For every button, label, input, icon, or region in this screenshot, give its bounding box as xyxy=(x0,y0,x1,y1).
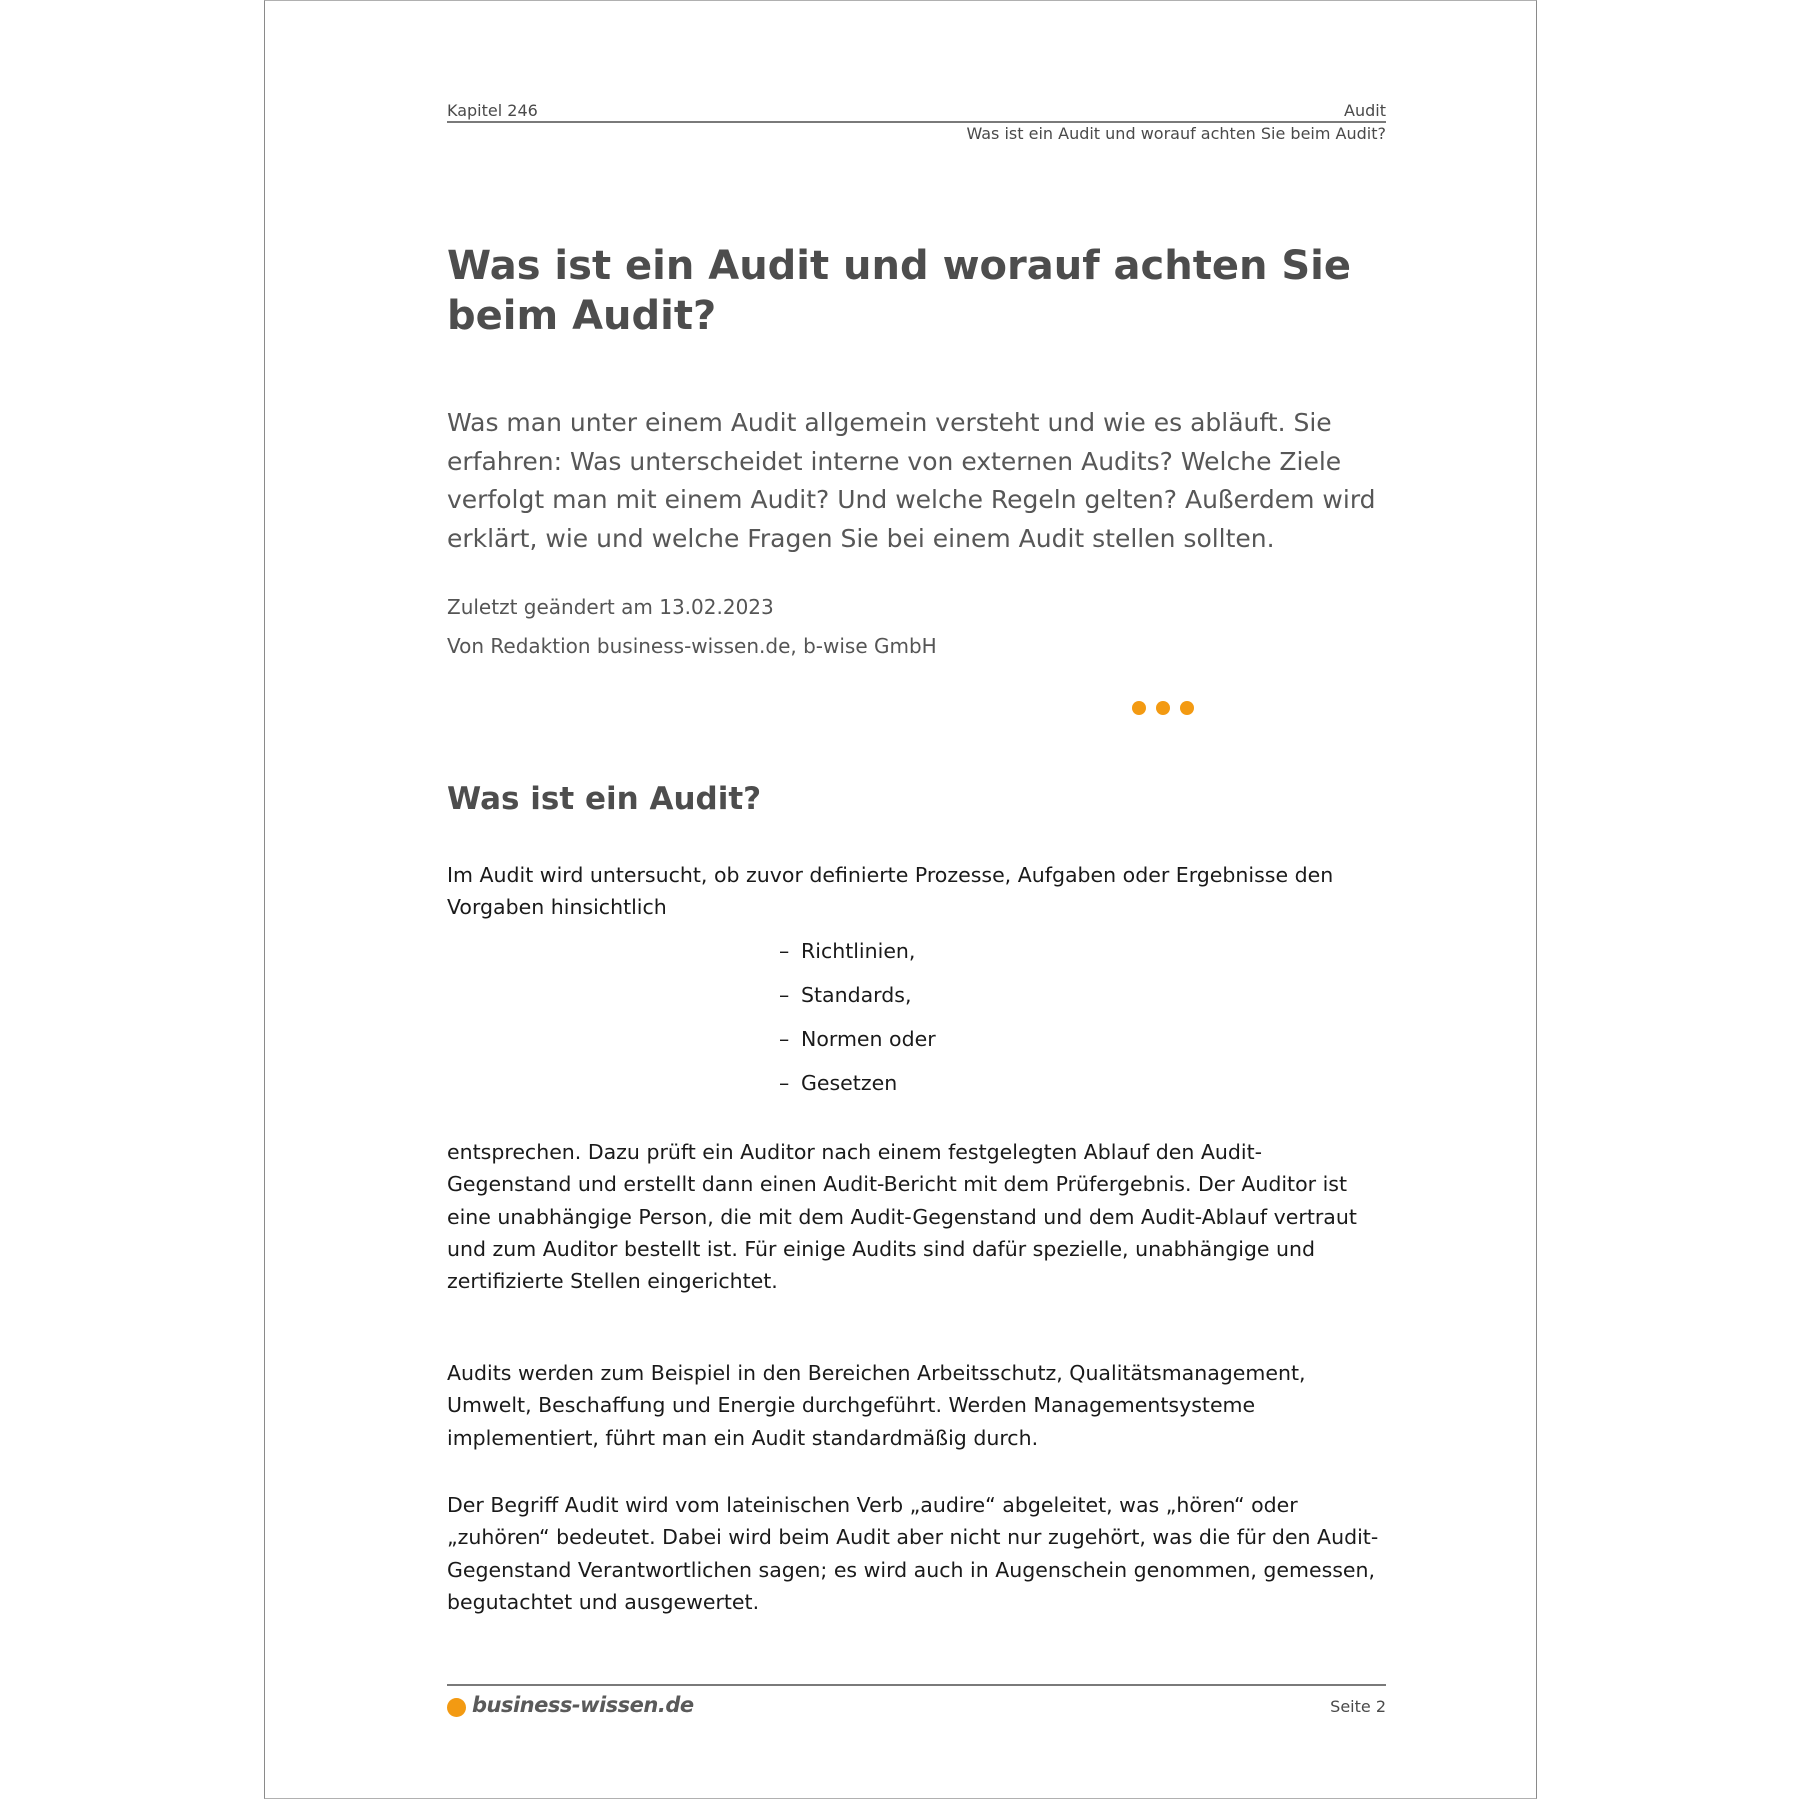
page-title: Was ist ein Audit und worauf achten Sie beim Audit? xyxy=(447,243,1352,339)
running-header xyxy=(447,99,1386,123)
body-paragraph: Der Begriff Audit wird vom lateinischen Verb „audire“ abgeleitet, was „hören“ oder „zuhören“ bedeutet. Dabei wird beim Audit aber nicht nur zugehört, was die für den Audit-Gegenstand Verantwortlichen sagen; es wird auch in Augenschein genommen, gemessen, begutachtet und ausgewertet. xyxy=(447,1493,1379,1614)
logo-dot-icon xyxy=(447,1698,466,1717)
list-item: – Standards, xyxy=(779,979,936,1023)
author-line: Von Redaktion business-wissen.de, b-wise GmbH xyxy=(447,634,937,658)
chapter-label: Kapitel 246 xyxy=(447,101,538,120)
separator-dot xyxy=(1180,701,1194,715)
footer-divider xyxy=(447,1684,1386,1686)
body-paragraph-intro: Im Audit wird untersucht, ob zuvor definierte Prozesse, Aufgaben oder Ergebnisse den Vorgaben hinsichtlich xyxy=(447,863,1334,920)
list-item: – Richtlinien, xyxy=(779,935,936,979)
modified-date: Zuletzt geändert am 13.02.2023 xyxy=(447,595,774,619)
dash-marker: – xyxy=(779,1071,790,1095)
section-label: Audit xyxy=(1344,101,1386,120)
document-page xyxy=(264,0,1537,1799)
page-number: Seite 2 xyxy=(1330,1697,1386,1716)
list-item: – Normen oder xyxy=(779,1023,936,1067)
list-item: – Gesetzen xyxy=(779,1067,936,1111)
body-paragraph: Audits werden zum Beispiel in den Bereichen Arbeitsschutz, Qualitätsmanagement, Umwelt, Beschaffung und Energie durchgeführt. Werden Managementsysteme implementiert, führt man ein Audit standardmäßig durch. xyxy=(447,1361,1306,1450)
body-paragraph: entsprechen. Dazu prüft ein Auditor nach einem festgelegten Ablauf den Audit-Gegenstand und erstellt dann einen Audit-Bericht mit dem Prüfergebnis. Der Auditor ist eine unabhängige Person, die mit dem Audit-Gegenstand und dem Audit-Ablauf vertraut und zum Auditor bestellt ist. Für einige Audits sind dafür spezielle, unabhängige und zertifizierte Stellen eingerichtet. xyxy=(447,1140,1357,1294)
header-subtitle: Was ist ein Audit und worauf achten Sie beim Audit? xyxy=(966,124,1386,143)
brand-logo: business-wissen.de xyxy=(472,1693,694,1717)
dash-marker: – xyxy=(779,1027,790,1051)
requirements-list xyxy=(779,935,936,1111)
separator-dot xyxy=(1132,701,1146,715)
dash-marker: – xyxy=(779,939,790,963)
lead-paragraph: Was man unter einem Audit allgemein versteht und wie es abläuft. Sie erfahren: Was unterscheidet interne von externen Audits? Welche Ziele verfolgt man mit einem Audit? Und welche Regeln gelten? Außerdem wird erklärt, wie und welche Fragen Sie bei einem Audit stellen sollten. xyxy=(447,408,1376,553)
separator-dot xyxy=(1156,701,1170,715)
section-heading: Was ist ein Audit? xyxy=(447,781,762,817)
dash-marker: – xyxy=(779,983,790,1007)
page-footer xyxy=(447,1693,1386,1723)
separator-dots xyxy=(1132,701,1202,717)
